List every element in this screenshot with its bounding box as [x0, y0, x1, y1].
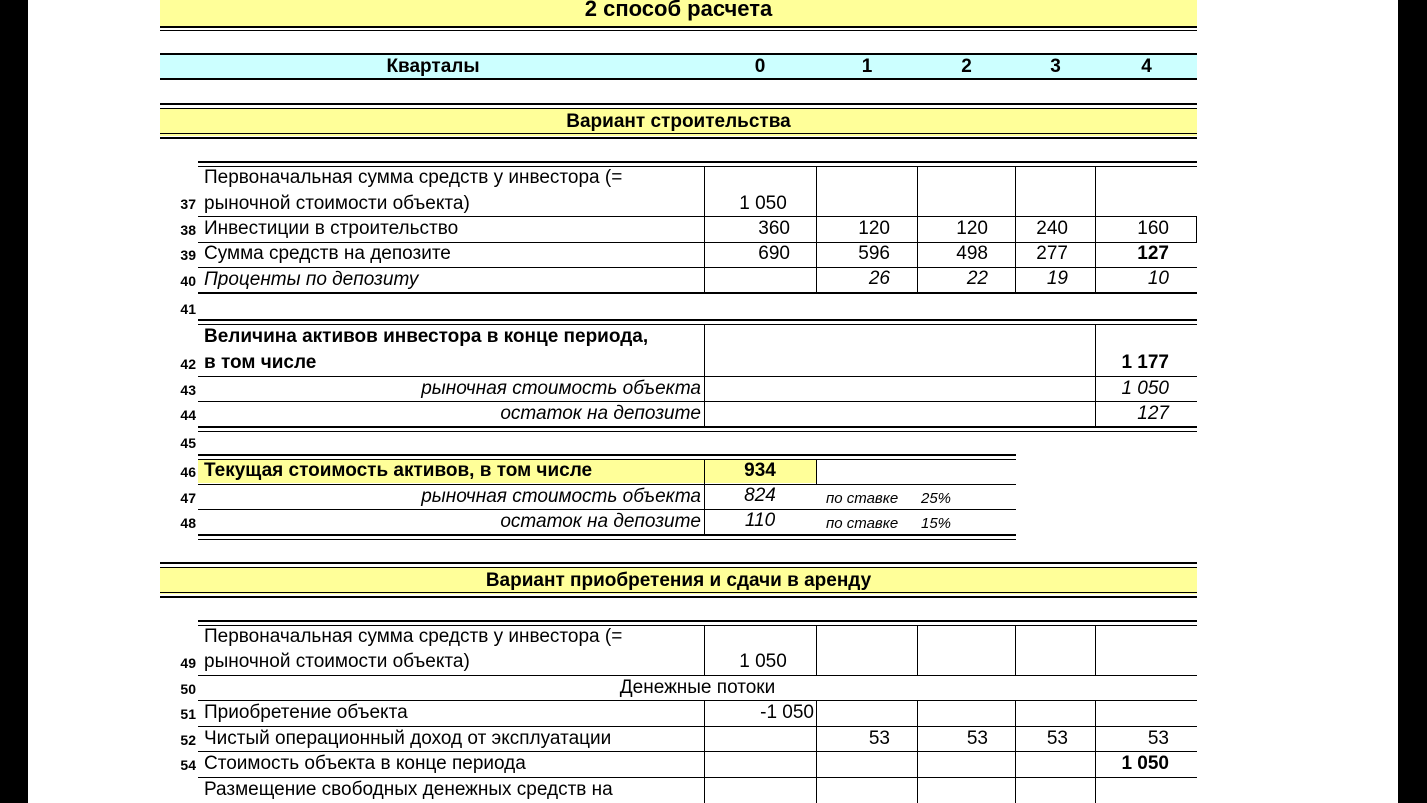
rate-label-deposit: по ставке: [826, 515, 899, 532]
cell-interest-q2: 22: [966, 268, 988, 289]
cell-deposit-sum-q0: 690: [758, 243, 790, 264]
row-label-assets-line2: в том числе: [204, 352, 317, 373]
cell-assets-market: 1 050: [1121, 378, 1169, 399]
row-number: 41: [180, 301, 196, 317]
row-number: 37: [180, 196, 196, 212]
cell-interest-q3: 19: [1046, 268, 1068, 289]
spreadsheet-sheet: [28, 0, 1398, 803]
rent-label-cash-flows: Денежные потоки: [619, 677, 776, 698]
row-number: 40: [180, 273, 196, 289]
cell-current-market: 824: [744, 485, 776, 506]
row-label-assets-deposit: остаток на депозите: [500, 403, 701, 424]
rate-market: 25%: [921, 490, 952, 507]
cell-deposit-sum-q3: 277: [1036, 243, 1068, 264]
row-number: 49: [180, 655, 196, 671]
row-number: 42: [180, 356, 196, 372]
row-label-deposit-interest: Проценты по депозиту: [204, 269, 419, 290]
rent-cell-noi-q4: 53: [1147, 728, 1169, 749]
rent-label-end-value: Стоимость объекта в конце периода: [204, 753, 526, 774]
row-number: 45: [180, 435, 196, 451]
rent-label-noi: Чистый операционный доход от эксплуатации: [204, 728, 612, 749]
cell-investments-q2: 120: [956, 218, 988, 239]
row-number: 47: [180, 490, 196, 506]
row-number: 54: [180, 757, 196, 773]
cell-interest-q1: 26: [868, 268, 890, 289]
cell-deposit-sum-q1: 596: [858, 243, 890, 264]
row-label-assets-line1: Величина активов инвестора в конце периода,: [204, 326, 649, 347]
row-label-investments: Инвестиции в строительство: [204, 218, 459, 239]
row-number: 43: [180, 382, 196, 398]
row-number: 38: [180, 222, 196, 238]
rent-label-initial-sum-line2: рыночной стоимости объекта): [204, 651, 470, 672]
quarter-0: 0: [754, 56, 766, 77]
row-number: 44: [180, 407, 196, 423]
quarter-4: 4: [1141, 56, 1152, 77]
quarter-3: 3: [1050, 56, 1061, 77]
cell-interest-q4: 10: [1147, 268, 1169, 289]
cell-deposit-sum-q2: 498: [956, 243, 988, 264]
rent-cell-initial-sum-q0: 1 050: [739, 651, 787, 672]
row-number: 50: [180, 681, 196, 697]
rent-header: Вариант приобретения и сдачи в аренду: [485, 570, 872, 591]
rent-label-free-cash: Размещение свободных денежных средств на: [204, 779, 613, 800]
cell-investments-q3: 240: [1036, 218, 1068, 239]
cell-current-deposit: 110: [744, 510, 776, 531]
row-label-deposit-sum: Сумма средств на депозите: [204, 243, 451, 264]
rent-cell-noi-q3: 53: [1046, 728, 1068, 749]
cell-investments-q1: 120: [858, 218, 890, 239]
row-label-current-market: рыночная стоимость объекта: [421, 486, 701, 507]
rent-label-initial-sum-line1: Первоначальная сумма средств у инвестора (=: [204, 626, 623, 647]
row-label-initial-sum-line2: рыночной стоимости объекта): [204, 193, 470, 214]
quarter-1: 1: [861, 56, 873, 77]
row-number: 52: [180, 732, 196, 748]
cell-current-value: 934: [744, 460, 776, 481]
cell-initial-sum-q0: 1 050: [739, 193, 787, 214]
rate-label-market: по ставке: [826, 490, 899, 507]
rent-cell-acquisition-q0: -1 050: [760, 702, 814, 723]
row-number: 48: [180, 515, 196, 531]
quarters-label: Кварталы: [386, 56, 480, 77]
construction-header: Вариант строительства: [566, 111, 791, 132]
cell-investments-q4: 160: [1137, 218, 1169, 239]
cell-assets-total: 1 177: [1121, 352, 1169, 373]
row-label-current-value: Текущая стоимость активов, в том числе: [204, 460, 593, 481]
quarter-2: 2: [961, 56, 972, 77]
sheet-title: 2 способ расчета: [584, 0, 773, 21]
cell-deposit-sum-q4: 127: [1137, 243, 1169, 264]
rate-deposit: 15%: [921, 515, 952, 532]
row-number: 39: [180, 247, 196, 263]
row-label-initial-sum-line1: Первоначальная сумма средств у инвестора (=: [204, 167, 623, 188]
row-number: 46: [180, 464, 196, 480]
cell-investments-q0: 360: [758, 218, 790, 239]
rent-cell-end-value-q4: 1 050: [1121, 753, 1169, 774]
cell-assets-deposit: 127: [1137, 403, 1169, 424]
row-label-current-deposit: остаток на депозите: [500, 511, 701, 532]
row-number: 51: [180, 706, 196, 722]
rent-label-acquisition: Приобретение объекта: [204, 702, 408, 723]
rent-cell-noi-q2: 53: [966, 728, 988, 749]
row-label-assets-market: рыночная стоимость объекта: [421, 378, 701, 399]
rent-cell-noi-q1: 53: [868, 728, 890, 749]
